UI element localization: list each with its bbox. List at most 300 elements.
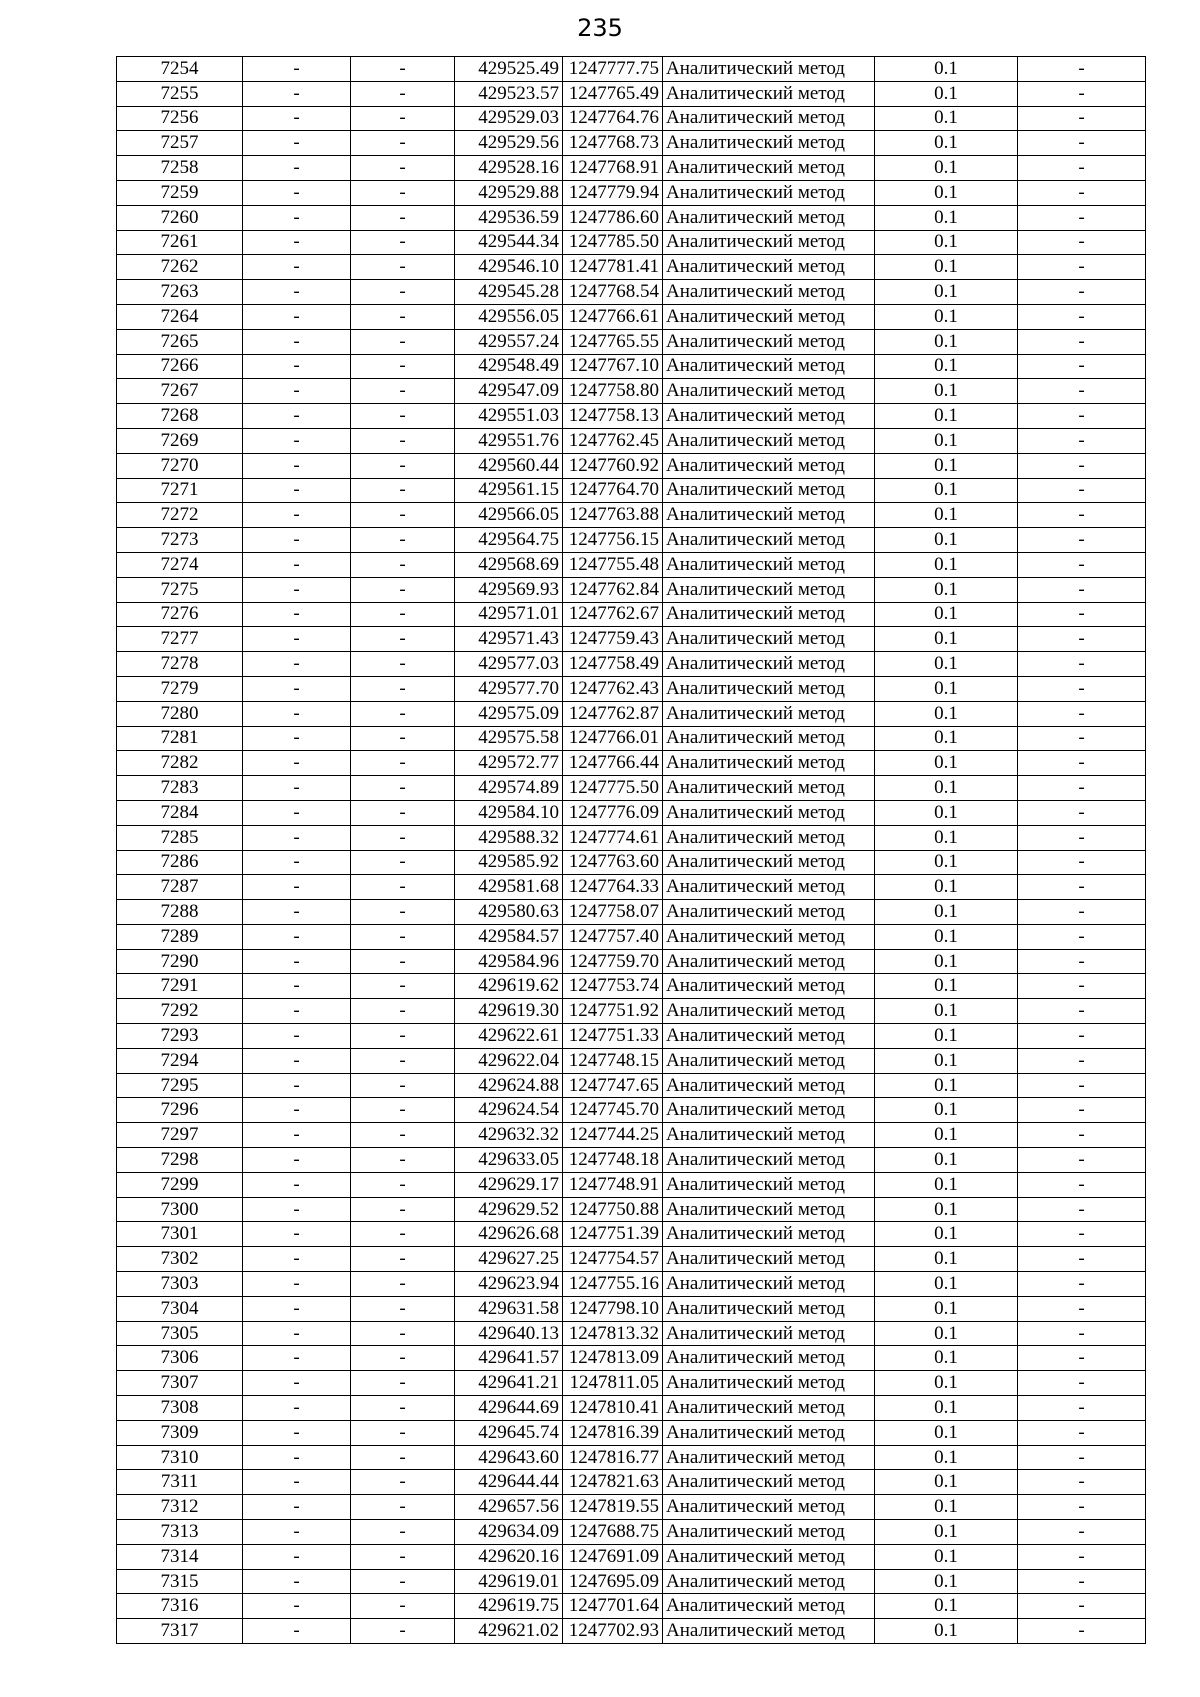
note-cell: -	[1018, 776, 1146, 801]
table-row	[117, 875, 1146, 900]
point-number-cell: 7262	[117, 255, 243, 280]
accuracy-cell: 0.1	[875, 156, 1018, 181]
x-coordinate-cell: 429644.69	[455, 1396, 563, 1421]
accuracy-cell: 0.1	[875, 205, 1018, 230]
empty-value-cell: -	[351, 999, 455, 1024]
table-row	[117, 701, 1146, 726]
accuracy-cell: 0.1	[875, 1148, 1018, 1173]
empty-value-cell: -	[243, 1371, 351, 1396]
method-cell: Аналитический метод	[663, 404, 875, 429]
empty-value-cell: -	[351, 528, 455, 553]
x-coordinate-cell: 429523.57	[455, 81, 563, 106]
y-coordinate-cell: 1247816.77	[563, 1445, 663, 1470]
accuracy-cell: 0.1	[875, 1073, 1018, 1098]
empty-value-cell: -	[243, 1321, 351, 1346]
y-coordinate-cell: 1247745.70	[563, 1098, 663, 1123]
method-cell: Аналитический метод	[663, 1197, 875, 1222]
table-row	[117, 1123, 1146, 1148]
empty-value-cell: -	[351, 949, 455, 974]
empty-value-cell: -	[351, 1172, 455, 1197]
empty-value-cell: -	[351, 1520, 455, 1545]
x-coordinate-cell: 429631.58	[455, 1296, 563, 1321]
empty-value-cell: -	[351, 453, 455, 478]
method-cell: Аналитический метод	[663, 1544, 875, 1569]
y-coordinate-cell: 1247767.10	[563, 354, 663, 379]
y-coordinate-cell: 1247748.18	[563, 1148, 663, 1173]
point-number-cell: 7307	[117, 1371, 243, 1396]
empty-value-cell: -	[243, 999, 351, 1024]
y-coordinate-cell: 1247764.33	[563, 875, 663, 900]
method-cell: Аналитический метод	[663, 602, 875, 627]
y-coordinate-cell: 1247763.60	[563, 850, 663, 875]
note-cell: -	[1018, 280, 1146, 305]
note-cell: -	[1018, 850, 1146, 875]
note-cell: -	[1018, 701, 1146, 726]
method-cell: Аналитический метод	[663, 230, 875, 255]
x-coordinate-cell: 429566.05	[455, 503, 563, 528]
y-coordinate-cell: 1247750.88	[563, 1197, 663, 1222]
y-coordinate-cell: 1247758.49	[563, 652, 663, 677]
note-cell: -	[1018, 1048, 1146, 1073]
note-cell: -	[1018, 1594, 1146, 1619]
empty-value-cell: -	[243, 1073, 351, 1098]
y-coordinate-cell: 1247751.92	[563, 999, 663, 1024]
method-cell: Аналитический метод	[663, 1222, 875, 1247]
note-cell: -	[1018, 106, 1146, 131]
empty-value-cell: -	[243, 280, 351, 305]
empty-value-cell: -	[243, 354, 351, 379]
empty-value-cell: -	[243, 453, 351, 478]
method-cell: Аналитический метод	[663, 453, 875, 478]
empty-value-cell: -	[351, 1470, 455, 1495]
method-cell: Аналитический метод	[663, 528, 875, 553]
note-cell: -	[1018, 552, 1146, 577]
y-coordinate-cell: 1247756.15	[563, 528, 663, 553]
accuracy-cell: 0.1	[875, 1222, 1018, 1247]
accuracy-cell: 0.1	[875, 1569, 1018, 1594]
accuracy-cell: 0.1	[875, 1346, 1018, 1371]
point-number-cell: 7254	[117, 57, 243, 82]
empty-value-cell: -	[351, 701, 455, 726]
note-cell: -	[1018, 478, 1146, 503]
table-row	[117, 1222, 1146, 1247]
accuracy-cell: 0.1	[875, 1197, 1018, 1222]
y-coordinate-cell: 1247691.09	[563, 1544, 663, 1569]
empty-value-cell: -	[243, 1247, 351, 1272]
empty-value-cell: -	[243, 1172, 351, 1197]
x-coordinate-cell: 429629.52	[455, 1197, 563, 1222]
method-cell: Аналитический метод	[663, 1371, 875, 1396]
table-row	[117, 131, 1146, 156]
empty-value-cell: -	[243, 255, 351, 280]
empty-value-cell: -	[351, 329, 455, 354]
empty-value-cell: -	[351, 1123, 455, 1148]
y-coordinate-cell: 1247747.65	[563, 1073, 663, 1098]
table-row	[117, 106, 1146, 131]
table-row	[117, 627, 1146, 652]
empty-value-cell: -	[243, 1569, 351, 1594]
accuracy-cell: 0.1	[875, 726, 1018, 751]
empty-value-cell: -	[351, 1371, 455, 1396]
note-cell: -	[1018, 1321, 1146, 1346]
point-number-cell: 7314	[117, 1544, 243, 1569]
empty-value-cell: -	[243, 1396, 351, 1421]
empty-value-cell: -	[243, 1296, 351, 1321]
accuracy-cell: 0.1	[875, 1520, 1018, 1545]
empty-value-cell: -	[243, 825, 351, 850]
empty-value-cell: -	[243, 1148, 351, 1173]
y-coordinate-cell: 1247785.50	[563, 230, 663, 255]
accuracy-cell: 0.1	[875, 57, 1018, 82]
y-coordinate-cell: 1247758.80	[563, 379, 663, 404]
empty-value-cell: -	[351, 106, 455, 131]
y-coordinate-cell: 1247766.61	[563, 304, 663, 329]
method-cell: Аналитический метод	[663, 999, 875, 1024]
x-coordinate-cell: 429556.05	[455, 304, 563, 329]
empty-value-cell: -	[351, 1197, 455, 1222]
method-cell: Аналитический метод	[663, 156, 875, 181]
accuracy-cell: 0.1	[875, 1172, 1018, 1197]
accuracy-cell: 0.1	[875, 701, 1018, 726]
table-row	[117, 280, 1146, 305]
x-coordinate-cell: 429580.63	[455, 900, 563, 925]
point-number-cell: 7272	[117, 503, 243, 528]
point-number-cell: 7304	[117, 1296, 243, 1321]
y-coordinate-cell: 1247821.63	[563, 1470, 663, 1495]
note-cell: -	[1018, 255, 1146, 280]
accuracy-cell: 0.1	[875, 776, 1018, 801]
empty-value-cell: -	[351, 726, 455, 751]
empty-value-cell: -	[351, 354, 455, 379]
table-row	[117, 1048, 1146, 1073]
empty-value-cell: -	[351, 676, 455, 701]
x-coordinate-cell: 429564.75	[455, 528, 563, 553]
point-number-cell: 7316	[117, 1594, 243, 1619]
empty-value-cell: -	[243, 156, 351, 181]
table-row	[117, 776, 1146, 801]
note-cell: -	[1018, 726, 1146, 751]
empty-value-cell: -	[243, 602, 351, 627]
accuracy-cell: 0.1	[875, 602, 1018, 627]
y-coordinate-cell: 1247754.57	[563, 1247, 663, 1272]
accuracy-cell: 0.1	[875, 924, 1018, 949]
empty-value-cell: -	[243, 180, 351, 205]
x-coordinate-cell: 429561.15	[455, 478, 563, 503]
empty-value-cell: -	[351, 602, 455, 627]
empty-value-cell: -	[351, 924, 455, 949]
accuracy-cell: 0.1	[875, 900, 1018, 925]
accuracy-cell: 0.1	[875, 478, 1018, 503]
empty-value-cell: -	[243, 1123, 351, 1148]
note-cell: -	[1018, 1470, 1146, 1495]
table-row	[117, 453, 1146, 478]
point-number-cell: 7282	[117, 751, 243, 776]
empty-value-cell: -	[351, 825, 455, 850]
method-cell: Аналитический метод	[663, 329, 875, 354]
empty-value-cell: -	[351, 57, 455, 82]
accuracy-cell: 0.1	[875, 1544, 1018, 1569]
empty-value-cell: -	[243, 404, 351, 429]
x-coordinate-cell: 429619.01	[455, 1569, 563, 1594]
accuracy-cell: 0.1	[875, 1321, 1018, 1346]
accuracy-cell: 0.1	[875, 428, 1018, 453]
y-coordinate-cell: 1247762.43	[563, 676, 663, 701]
empty-value-cell: -	[351, 1098, 455, 1123]
empty-value-cell: -	[351, 1148, 455, 1173]
point-number-cell: 7303	[117, 1272, 243, 1297]
x-coordinate-cell: 429560.44	[455, 453, 563, 478]
empty-value-cell: -	[243, 652, 351, 677]
method-cell: Аналитический метод	[663, 1098, 875, 1123]
point-number-cell: 7279	[117, 676, 243, 701]
point-number-cell: 7285	[117, 825, 243, 850]
empty-value-cell: -	[351, 900, 455, 925]
accuracy-cell: 0.1	[875, 1024, 1018, 1049]
x-coordinate-cell: 429577.03	[455, 652, 563, 677]
y-coordinate-cell: 1247755.48	[563, 552, 663, 577]
table-row	[117, 1594, 1146, 1619]
empty-value-cell: -	[351, 577, 455, 602]
point-number-cell: 7270	[117, 453, 243, 478]
table-row	[117, 1520, 1146, 1545]
empty-value-cell: -	[351, 1222, 455, 1247]
table-row	[117, 379, 1146, 404]
note-cell: -	[1018, 924, 1146, 949]
empty-value-cell: -	[351, 1569, 455, 1594]
method-cell: Аналитический метод	[663, 478, 875, 503]
note-cell: -	[1018, 528, 1146, 553]
table-row	[117, 57, 1146, 82]
empty-value-cell: -	[351, 1495, 455, 1520]
x-coordinate-cell: 429588.32	[455, 825, 563, 850]
y-coordinate-cell: 1247777.75	[563, 57, 663, 82]
x-coordinate-cell: 429623.94	[455, 1272, 563, 1297]
table-row	[117, 1420, 1146, 1445]
x-coordinate-cell: 429632.32	[455, 1123, 563, 1148]
point-number-cell: 7264	[117, 304, 243, 329]
x-coordinate-cell: 429536.59	[455, 205, 563, 230]
empty-value-cell: -	[351, 1247, 455, 1272]
x-coordinate-cell: 429568.69	[455, 552, 563, 577]
point-number-cell: 7291	[117, 974, 243, 999]
y-coordinate-cell: 1247695.09	[563, 1569, 663, 1594]
empty-value-cell: -	[243, 106, 351, 131]
method-cell: Аналитический метод	[663, 1172, 875, 1197]
point-number-cell: 7287	[117, 875, 243, 900]
empty-value-cell: -	[243, 304, 351, 329]
empty-value-cell: -	[351, 131, 455, 156]
empty-value-cell: -	[243, 1024, 351, 1049]
method-cell: Аналитический метод	[663, 280, 875, 305]
y-coordinate-cell: 1247751.39	[563, 1222, 663, 1247]
empty-value-cell: -	[351, 552, 455, 577]
note-cell: -	[1018, 1346, 1146, 1371]
empty-value-cell: -	[351, 1073, 455, 1098]
point-number-cell: 7298	[117, 1148, 243, 1173]
point-number-cell: 7269	[117, 428, 243, 453]
point-number-cell: 7284	[117, 800, 243, 825]
point-number-cell: 7308	[117, 1396, 243, 1421]
x-coordinate-cell: 429644.44	[455, 1470, 563, 1495]
empty-value-cell: -	[351, 280, 455, 305]
accuracy-cell: 0.1	[875, 652, 1018, 677]
empty-value-cell: -	[351, 503, 455, 528]
accuracy-cell: 0.1	[875, 1619, 1018, 1644]
method-cell: Аналитический метод	[663, 652, 875, 677]
empty-value-cell: -	[351, 1048, 455, 1073]
method-cell: Аналитический метод	[663, 1420, 875, 1445]
empty-value-cell: -	[351, 1420, 455, 1445]
point-number-cell: 7283	[117, 776, 243, 801]
y-coordinate-cell: 1247775.50	[563, 776, 663, 801]
x-coordinate-cell: 429641.57	[455, 1346, 563, 1371]
method-cell: Аналитический метод	[663, 255, 875, 280]
method-cell: Аналитический метод	[663, 1569, 875, 1594]
y-coordinate-cell: 1247768.54	[563, 280, 663, 305]
table-row	[117, 1024, 1146, 1049]
y-coordinate-cell: 1247758.07	[563, 900, 663, 925]
empty-value-cell: -	[351, 379, 455, 404]
table-row	[117, 1073, 1146, 1098]
point-number-cell: 7292	[117, 999, 243, 1024]
table-row	[117, 577, 1146, 602]
method-cell: Аналитический метод	[663, 701, 875, 726]
point-number-cell: 7290	[117, 949, 243, 974]
empty-value-cell: -	[243, 1048, 351, 1073]
note-cell: -	[1018, 1569, 1146, 1594]
empty-value-cell: -	[351, 304, 455, 329]
accuracy-cell: 0.1	[875, 1247, 1018, 1272]
x-coordinate-cell: 429547.09	[455, 379, 563, 404]
method-cell: Аналитический метод	[663, 1346, 875, 1371]
empty-value-cell: -	[351, 1594, 455, 1619]
accuracy-cell: 0.1	[875, 528, 1018, 553]
note-cell: -	[1018, 1073, 1146, 1098]
method-cell: Аналитический метод	[663, 205, 875, 230]
note-cell: -	[1018, 1619, 1146, 1644]
empty-value-cell: -	[243, 329, 351, 354]
empty-value-cell: -	[351, 1544, 455, 1569]
point-number-cell: 7260	[117, 205, 243, 230]
y-coordinate-cell: 1247762.87	[563, 701, 663, 726]
accuracy-cell: 0.1	[875, 503, 1018, 528]
accuracy-cell: 0.1	[875, 999, 1018, 1024]
table-row	[117, 1445, 1146, 1470]
method-cell: Аналитический метод	[663, 304, 875, 329]
method-cell: Аналитический метод	[663, 1247, 875, 1272]
note-cell: -	[1018, 602, 1146, 627]
accuracy-cell: 0.1	[875, 453, 1018, 478]
x-coordinate-cell: 429619.62	[455, 974, 563, 999]
method-cell: Аналитический метод	[663, 428, 875, 453]
x-coordinate-cell: 429643.60	[455, 1445, 563, 1470]
point-number-cell: 7273	[117, 528, 243, 553]
x-coordinate-cell: 429545.28	[455, 280, 563, 305]
method-cell: Аналитический метод	[663, 1296, 875, 1321]
y-coordinate-cell: 1247768.73	[563, 131, 663, 156]
x-coordinate-cell: 429641.21	[455, 1371, 563, 1396]
table-row	[117, 974, 1146, 999]
method-cell: Аналитический метод	[663, 1619, 875, 1644]
x-coordinate-cell: 429627.25	[455, 1247, 563, 1272]
note-cell: -	[1018, 304, 1146, 329]
y-coordinate-cell: 1247816.39	[563, 1420, 663, 1445]
accuracy-cell: 0.1	[875, 751, 1018, 776]
empty-value-cell: -	[351, 1346, 455, 1371]
point-number-cell: 7271	[117, 478, 243, 503]
accuracy-cell: 0.1	[875, 552, 1018, 577]
empty-value-cell: -	[351, 156, 455, 181]
y-coordinate-cell: 1247764.70	[563, 478, 663, 503]
empty-value-cell: -	[351, 1321, 455, 1346]
method-cell: Аналитический метод	[663, 875, 875, 900]
empty-value-cell: -	[351, 81, 455, 106]
table-row	[117, 999, 1146, 1024]
method-cell: Аналитический метод	[663, 800, 875, 825]
point-number-cell: 7255	[117, 81, 243, 106]
accuracy-cell: 0.1	[875, 577, 1018, 602]
accuracy-cell: 0.1	[875, 280, 1018, 305]
empty-value-cell: -	[243, 924, 351, 949]
point-number-cell: 7302	[117, 1247, 243, 1272]
table-row	[117, 1619, 1146, 1644]
y-coordinate-cell: 1247688.75	[563, 1520, 663, 1545]
table-row	[117, 602, 1146, 627]
y-coordinate-cell: 1247774.61	[563, 825, 663, 850]
method-cell: Аналитический метод	[663, 131, 875, 156]
x-coordinate-cell: 429571.43	[455, 627, 563, 652]
point-number-cell: 7274	[117, 552, 243, 577]
x-coordinate-cell: 429569.93	[455, 577, 563, 602]
method-cell: Аналитический метод	[663, 1495, 875, 1520]
table-row	[117, 1148, 1146, 1173]
method-cell: Аналитический метод	[663, 1321, 875, 1346]
accuracy-cell: 0.1	[875, 304, 1018, 329]
table-row	[117, 404, 1146, 429]
table-row	[117, 1396, 1146, 1421]
table-row	[117, 180, 1146, 205]
empty-value-cell: -	[243, 949, 351, 974]
method-cell: Аналитический метод	[663, 379, 875, 404]
point-number-cell: 7265	[117, 329, 243, 354]
empty-value-cell: -	[351, 974, 455, 999]
x-coordinate-cell: 429624.88	[455, 1073, 563, 1098]
table-body	[117, 57, 1146, 1644]
table-row	[117, 900, 1146, 925]
table-row	[117, 1495, 1146, 1520]
note-cell: -	[1018, 1222, 1146, 1247]
point-number-cell: 7310	[117, 1445, 243, 1470]
note-cell: -	[1018, 1445, 1146, 1470]
table-row	[117, 552, 1146, 577]
empty-value-cell: -	[243, 230, 351, 255]
x-coordinate-cell: 429572.77	[455, 751, 563, 776]
empty-value-cell: -	[351, 1396, 455, 1421]
empty-value-cell: -	[243, 205, 351, 230]
y-coordinate-cell: 1247755.16	[563, 1272, 663, 1297]
empty-value-cell: -	[351, 428, 455, 453]
x-coordinate-cell: 429619.30	[455, 999, 563, 1024]
y-coordinate-cell: 1247751.33	[563, 1024, 663, 1049]
method-cell: Аналитический метод	[663, 1272, 875, 1297]
note-cell: -	[1018, 428, 1146, 453]
point-number-cell: 7268	[117, 404, 243, 429]
table-row	[117, 924, 1146, 949]
method-cell: Аналитический метод	[663, 1445, 875, 1470]
accuracy-cell: 0.1	[875, 825, 1018, 850]
point-number-cell: 7294	[117, 1048, 243, 1073]
method-cell: Аналитический метод	[663, 57, 875, 82]
